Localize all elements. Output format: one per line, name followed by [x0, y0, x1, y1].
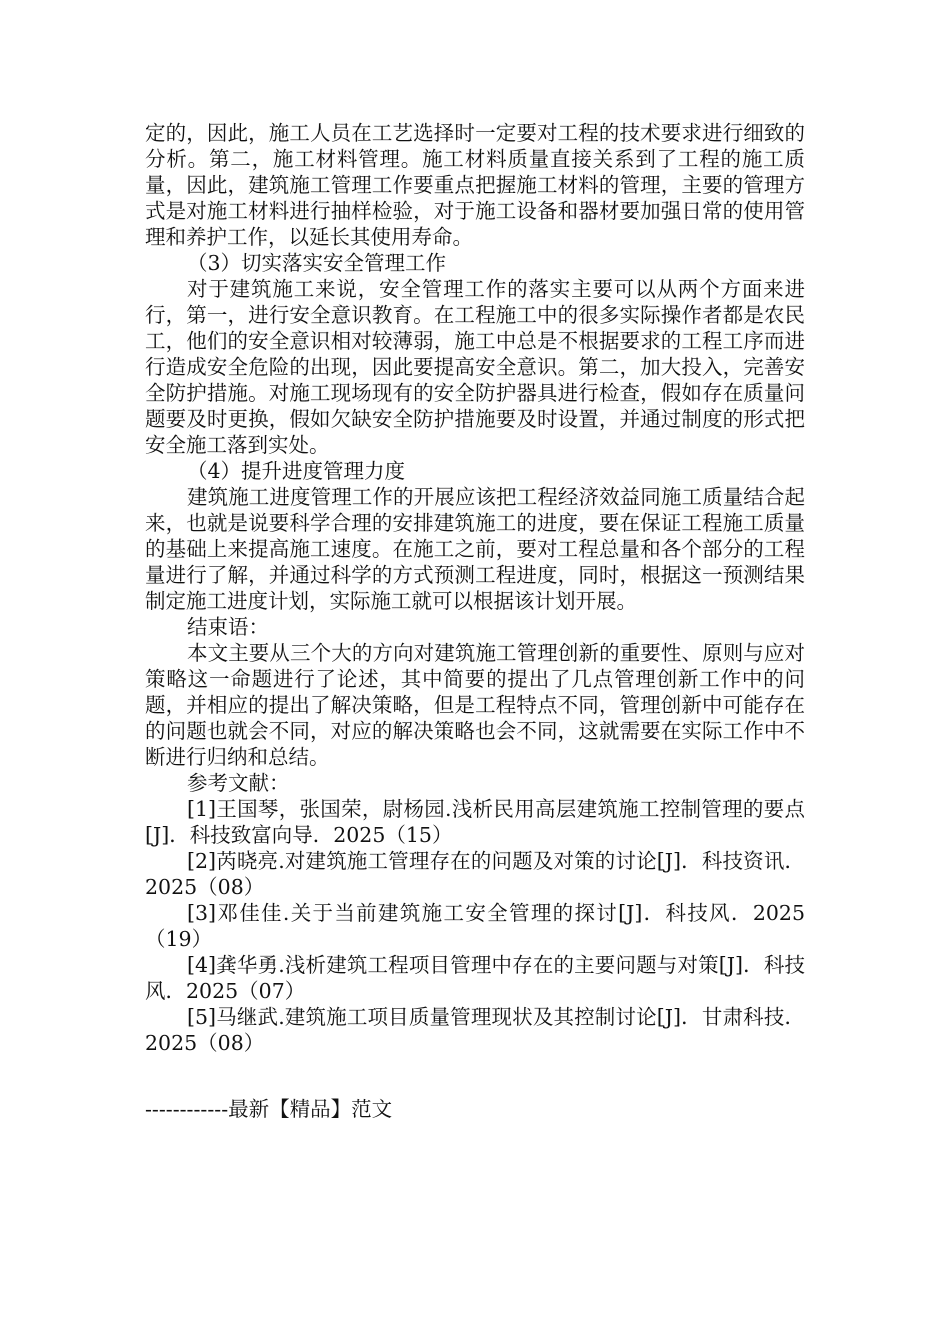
- paragraph-progress: 建筑施工进度管理工作的开展应该把工程经济效益同施工质量结合起来，也就是说要科学合理的安排建筑施工的进度，要在保证工程施工质量的基础上来提高施工速度。在施工之前，要对工程总量和各个部分的工程量进行了解，并通过科学的方式预测工程进度，同时，根据这一预测结果制定施工进度计划，实际施工就可以根据该计划开展。: [145, 485, 805, 613]
- reference-item: [5]马继武.建筑施工项目质量管理现状及其控制讨论[J]．甘肃科技．2025（08）: [145, 1005, 805, 1055]
- paragraph-conclusion: 本文主要从三个大的方向对建筑施工管理创新的重要性、原则与应对策略这一命题进行了论述，其中简要的提出了几点管理创新工作中的问题，并相应的提出了解决策略，但是工程特点不同，管理创新中可能存在的问题也就会不同，对应的解决策略也会不同，这就需要在实际工作中不断进行归纳和总结。: [145, 641, 805, 769]
- document-page: [145, 120, 805, 1056]
- reference-item: [1]王国琴，张国荣，尉杨园.浅析民用高层建筑施工控制管理的要点[J]．科技致富向导．2025（15）: [145, 797, 805, 847]
- footer-tagline: ------------最新【精品】范文: [145, 1097, 393, 1121]
- reference-item: [2]芮晓亮.对建筑施工管理存在的问题及对策的讨论[J]．科技资讯．2025（08）: [145, 849, 805, 899]
- reference-item: [4]龚华勇.浅析建筑工程项目管理中存在的主要问题与对策[J]．科技风．2025（07）: [145, 953, 805, 1003]
- references-title: 参考文献：: [187, 771, 290, 795]
- paragraph-safety: 对于建筑施工来说，安全管理工作的落实主要可以从两个方面来进行，第一，进行安全意识教育。在工程施工中的很多实际操作者都是农民工，他们的安全意识相对较薄弱，施工中总是不根据要求的工程工序而进行造成安全危险的出现，因此要提高安全意识。第二，加大投入，完善安全防护措施。对施工现场现有的安全防护器具进行检查，假如存在质量问题要及时更换，假如欠缺安全防护措施要及时设置，并通过制度的形式把安全施工落到实处。: [145, 277, 805, 457]
- reference-item: [3]邓佳佳.关于当前建筑施工安全管理的探讨[J]．科技风．2025（19）: [145, 901, 805, 951]
- paragraph-intro: 定的，因此，施工人员在工艺选择时一定要对工程的技术要求进行细致的分析。第二，施工材料管理。施工材料质量直接关系到了工程的施工质量，因此，建筑施工管理工作要重点把握施工材料的管理，主要的管理方式是对施工材料进行抽样检验，对于施工设备和器材要加强日常的使用管理和养护工作，以延长其使用寿命。: [145, 121, 805, 249]
- conclusion-title: 结束语：: [187, 615, 269, 639]
- section-heading-3: （3）切实落实安全管理工作: [187, 251, 447, 275]
- section-heading-4: （4）提升进度管理力度: [187, 459, 406, 483]
